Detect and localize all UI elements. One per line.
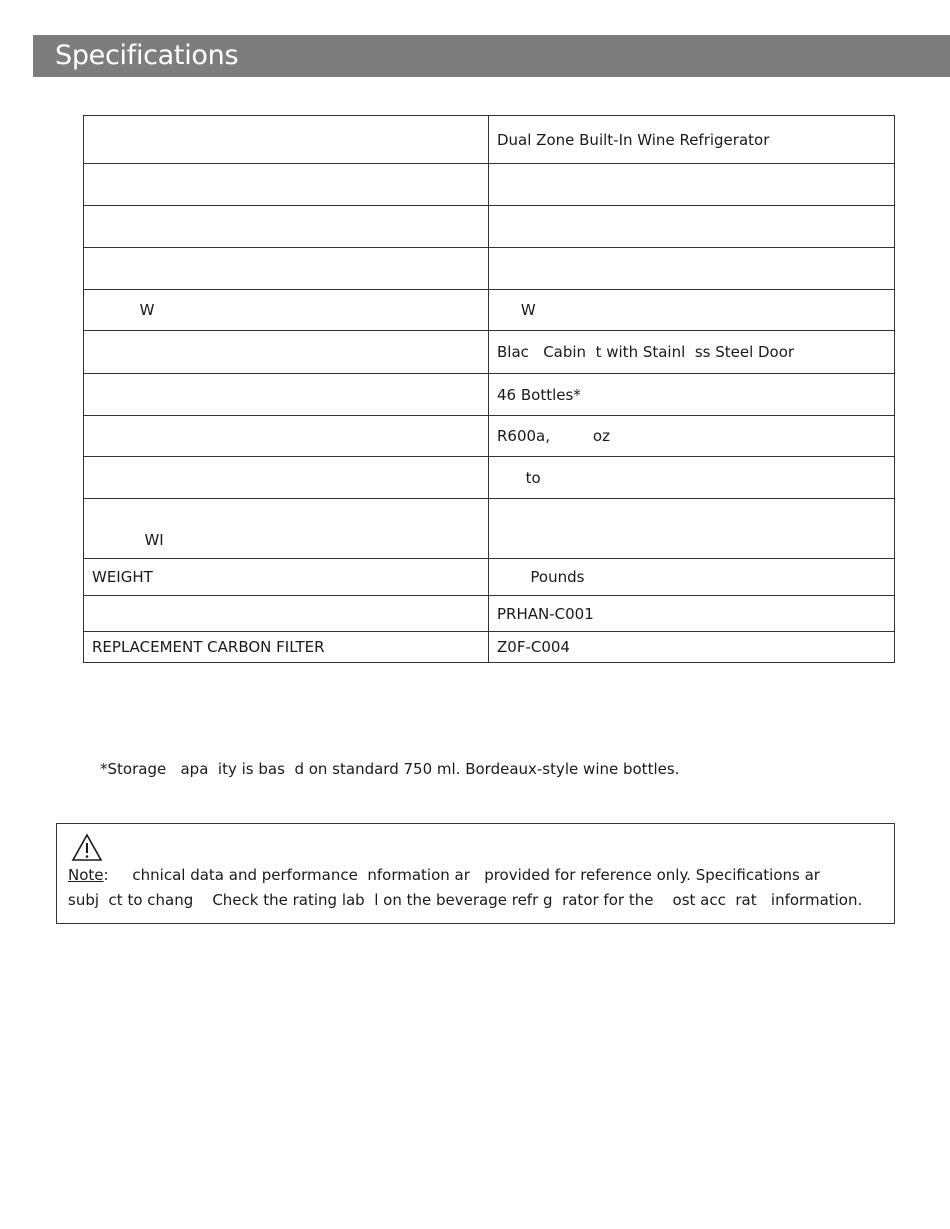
- spec-value: W: [489, 290, 895, 331]
- note-label: Note: [68, 866, 104, 884]
- spec-label: [84, 248, 489, 290]
- spec-label: [84, 596, 489, 632]
- spec-label: [84, 374, 489, 416]
- note-box: [56, 823, 895, 924]
- table-row: [84, 416, 895, 457]
- page-title: Specifications: [55, 40, 239, 71]
- spec-value: to: [489, 457, 895, 499]
- spec-value: [489, 248, 895, 290]
- table-row: [84, 248, 895, 290]
- spec-value: Z0F-C004: [489, 632, 895, 663]
- spec-value: PRHAN-C001: [489, 596, 895, 632]
- table-row: [84, 374, 895, 416]
- table-row: [84, 290, 895, 331]
- spec-value: [489, 206, 895, 248]
- note-text-line-2: subj ct to chang Check the rating lab l on the beverage refr g rator for the ost acc rat information.: [68, 891, 863, 909]
- table-row: [84, 499, 895, 559]
- spec-value: Dual Zone Built-In Wine Refrigerator: [489, 116, 895, 164]
- table-row: [84, 457, 895, 499]
- spec-label: W: [84, 290, 489, 331]
- spec-label: [84, 331, 489, 374]
- spec-value: R600a, oz: [489, 416, 895, 457]
- spec-label: WI: [84, 499, 489, 559]
- spec-value: Blac Cabin t with Stainl ss Steel Door: [489, 331, 895, 374]
- warning-icon: [71, 833, 103, 862]
- table-row: [84, 632, 895, 663]
- spec-label: [84, 116, 489, 164]
- spec-label: WEIGHT: [84, 559, 489, 596]
- storage-footnote: *Storage apa ity is bas d on standard 750 ml. Bordeaux-style wine bottles.: [100, 760, 680, 778]
- table-row: [84, 164, 895, 206]
- note-text: : chnical data and performance nformation ar provided for reference only. Specifications ar: [103, 866, 820, 884]
- spec-label: [84, 416, 489, 457]
- table-row: [84, 331, 895, 374]
- section-header: [33, 35, 950, 77]
- spec-value: Pounds: [489, 559, 895, 596]
- spec-label: [84, 457, 489, 499]
- table-row: [84, 206, 895, 248]
- spec-label: [84, 206, 489, 248]
- spec-label: REPLACEMENT CARBON FILTER: [84, 632, 489, 663]
- spec-value: 46 Bottles*: [489, 374, 895, 416]
- table-row: [84, 559, 895, 596]
- table-row: [84, 116, 895, 164]
- table-row: [84, 596, 895, 632]
- spec-value: [489, 499, 895, 559]
- spec-label: [84, 164, 489, 206]
- spec-value: [489, 164, 895, 206]
- specifications-table: [83, 115, 895, 663]
- note-text-line-1: [68, 866, 820, 884]
